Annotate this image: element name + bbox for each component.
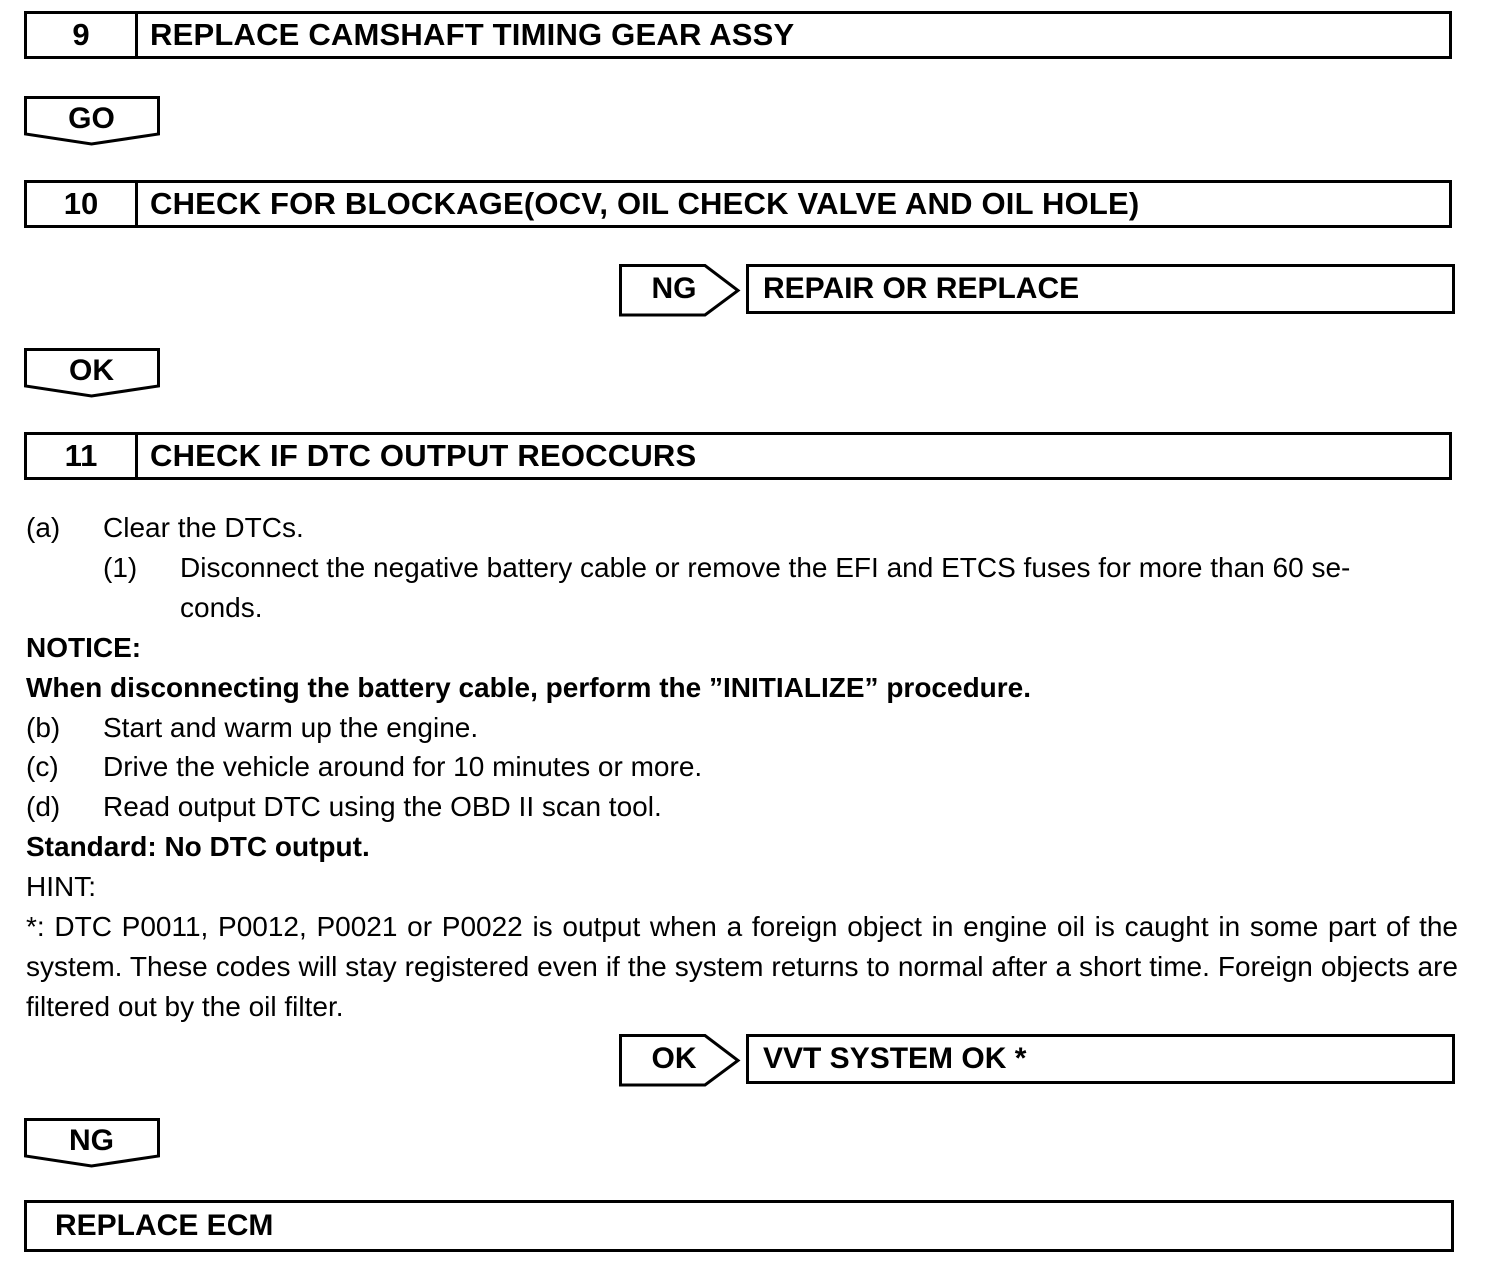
item-d-text: Read output DTC using the OBD II scan tool. (103, 791, 662, 822)
step-10-header (24, 180, 1452, 228)
item-c-text: Drive the vehicle around for 10 minutes or more. (103, 751, 703, 782)
notice-text: When disconnecting the battery cable, perform the ”INITIALIZE” procedure. (26, 672, 1032, 703)
result-label: NG (651, 272, 697, 305)
replace-ecm-box: REPLACE ECM (24, 1200, 1454, 1252)
result-label: OK (651, 1042, 697, 1075)
standard-text: Standard: No DTC output. (26, 831, 370, 862)
hint-heading: HINT: (26, 871, 96, 902)
item-a1-label: (1) (103, 552, 138, 583)
vvt-system-ok-box: VVT SYSTEM OK * (746, 1034, 1455, 1084)
item-a-label: (a) (26, 512, 61, 543)
ng-result-arrow (619, 264, 741, 316)
ng-flow-tag (24, 1118, 159, 1168)
item-a1-text-line2: conds. (180, 592, 263, 623)
item-b-label: (b) (26, 712, 61, 743)
item-a-text: Clear the DTCs. (103, 512, 304, 543)
step-title: CHECK FOR BLOCKAGE(OCV, OIL CHECK VALVE AND OIL HOLE) (150, 186, 1140, 221)
step-number: 10 (27, 183, 138, 225)
go-flow-tag (24, 96, 159, 146)
flow-label: OK (69, 354, 114, 387)
step-number: 11 (27, 435, 138, 477)
step-9-header (24, 11, 1452, 59)
notice-heading: NOTICE: (26, 632, 142, 663)
item-a1-text-line1: Disconnect the negative battery cable or remove the EFI and ETCS fuses for more than 60 se- (180, 552, 1351, 583)
item-c-label: (c) (26, 751, 59, 782)
ok-result-arrow (619, 1034, 741, 1086)
step-title: CHECK IF DTC OUTPUT REOCCURS (150, 438, 697, 473)
repair-or-replace-box: REPAIR OR REPLACE (746, 264, 1455, 314)
item-d-label: (d) (26, 791, 61, 822)
step-number: 9 (27, 14, 138, 56)
item-b-text: Start and warm up the engine. (103, 712, 479, 743)
ok-flow-tag (24, 348, 159, 398)
flow-label: NG (69, 1124, 114, 1157)
flow-label: GO (68, 102, 115, 135)
step-11-header (24, 432, 1452, 480)
step-title: REPLACE CAMSHAFT TIMING GEAR ASSY (150, 17, 795, 52)
hint-text: *: DTC P0011, P0012, P0021 or P0022 is output when a foreign object in engine oil is caught in some part of the system. These codes will stay registered even if the system returns to normal after a short time. Foreign objects are filtered out by the oil filter. (26, 911, 1458, 1022)
